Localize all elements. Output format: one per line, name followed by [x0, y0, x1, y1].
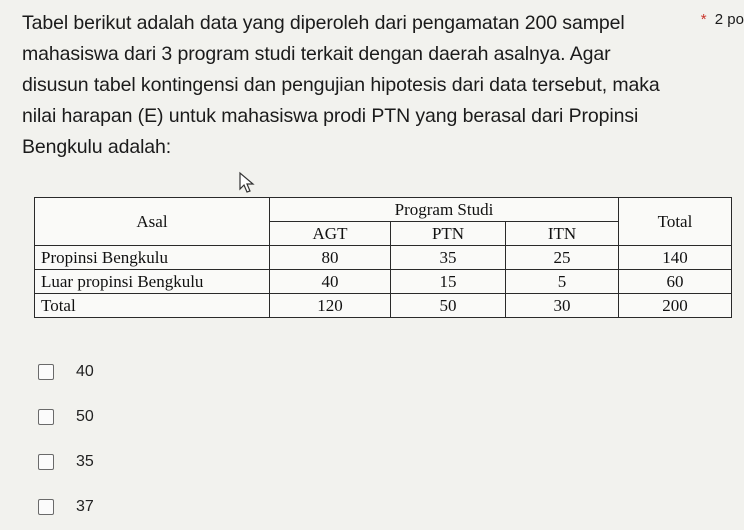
points-indicator: [701, 8, 744, 32]
column-header: PTN: [391, 222, 506, 246]
table-cell: 50: [391, 294, 506, 318]
mouse-cursor-icon: [238, 172, 256, 194]
question-line: Tabel berikut adalah data yang diperoleh dari pengamatan 200 sampel: [22, 12, 625, 34]
table-cell: 15: [391, 270, 506, 294]
answer-option[interactable]: [38, 405, 94, 429]
question-line: mahasiswa dari 3 program studi terkait dengan daerah asalnya. Agar: [22, 43, 611, 65]
table-cell: 120: [270, 294, 391, 318]
row-label: Total: [35, 294, 270, 318]
corner-header: Asal: [35, 198, 270, 246]
required-asterisk: *: [700, 11, 707, 28]
table-cell: 35: [391, 246, 506, 270]
row-label: Luar propinsi Bengkulu: [35, 270, 270, 294]
question-text: [22, 8, 682, 163]
checkbox[interactable]: [38, 364, 54, 380]
question-line: Bengkulu adalah:: [22, 136, 172, 158]
checkbox[interactable]: [38, 499, 54, 515]
table-cell: 80: [270, 246, 391, 270]
total-header: Total: [619, 198, 732, 246]
table-cell: 5: [506, 270, 619, 294]
row-label: Propinsi Bengkulu: [35, 246, 270, 270]
table-cell: 25: [506, 246, 619, 270]
option-label[interactable]: 35: [76, 453, 94, 470]
row-total: 60: [619, 270, 732, 294]
column-header: AGT: [270, 222, 391, 246]
contingency-table: [34, 197, 732, 318]
option-label[interactable]: 50: [76, 408, 94, 425]
table-row: [35, 270, 732, 294]
question-line: nilai harapan (E) untuk mahasiswa prodi PTN yang berasal dari Propinsi: [22, 105, 639, 127]
answer-option[interactable]: [38, 450, 94, 474]
question-line: disusun tabel kontingensi dan pengujian hipotesis dari data tersebut, maka: [22, 74, 660, 96]
row-total: 200: [619, 294, 732, 318]
table-row: [35, 294, 732, 318]
group-header: Program Studi: [270, 198, 619, 222]
points-label: 2 po: [714, 11, 744, 28]
row-total: 140: [619, 246, 732, 270]
table-row: [35, 246, 732, 270]
answer-option[interactable]: [38, 360, 94, 384]
option-label[interactable]: 40: [76, 363, 94, 380]
answer-option[interactable]: [38, 495, 94, 519]
checkbox[interactable]: [38, 454, 54, 470]
option-label[interactable]: 37: [76, 498, 94, 515]
checkbox[interactable]: [38, 409, 54, 425]
column-header: ITN: [506, 222, 619, 246]
table-cell: 40: [270, 270, 391, 294]
table-cell: 30: [506, 294, 619, 318]
